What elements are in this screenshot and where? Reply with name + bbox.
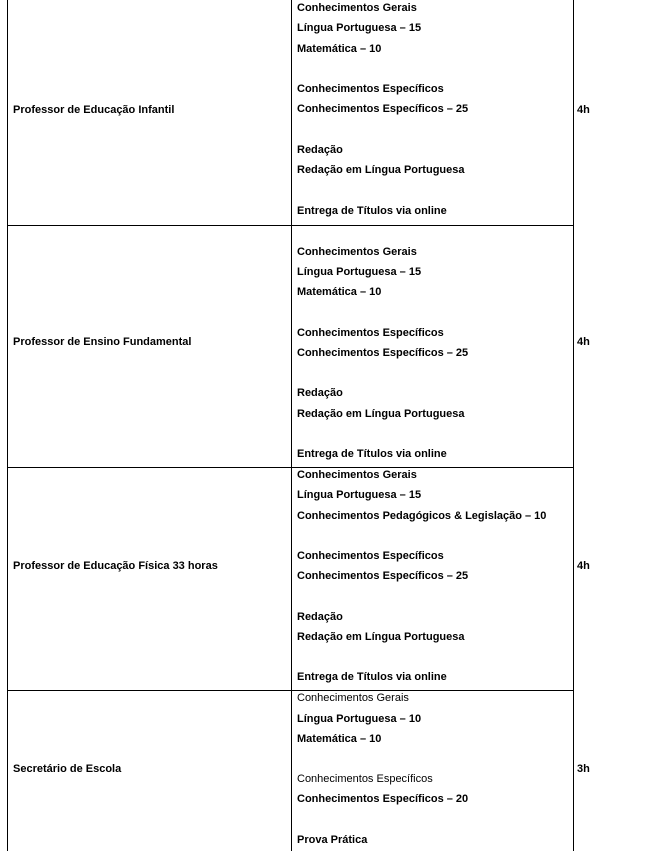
exam-line: Entrega de Títulos via online (297, 205, 447, 217)
row-divider (7, 690, 573, 691)
exam-line: Conhecimentos Gerais (297, 692, 409, 704)
table-border-col3 (573, 0, 574, 851)
exam-line: Conhecimentos Específicos (297, 327, 444, 339)
exam-line: Língua Portuguesa – 15 (297, 489, 422, 501)
exam-line: Matemática – 10 (297, 286, 382, 298)
exam-line: Redação (297, 387, 343, 399)
exam-line: Entrega de Títulos via online (297, 671, 447, 683)
exam-line: Matemática – 10 (297, 733, 382, 745)
exam-line: Redação (297, 144, 343, 156)
exam-line: Conhecimentos Pedagógicos & Legislação – 10 (297, 510, 547, 522)
exam-line: Matemática – 10 (297, 43, 382, 55)
exam-duration: 4h (577, 560, 590, 572)
exam-line: Redação em Língua Portuguesa (297, 408, 465, 420)
exam-line: Conhecimentos Gerais (297, 469, 417, 481)
exam-line: Redação (297, 611, 343, 623)
row-divider (7, 225, 573, 226)
exam-line: Redação em Língua Portuguesa (297, 164, 465, 176)
table-border-left (7, 0, 8, 851)
exam-duration: 4h (577, 104, 590, 116)
exam-line: Conhecimentos Específicos – 25 (297, 103, 469, 115)
table-border-col2 (291, 0, 292, 851)
exam-line: Conhecimentos Específicos – 25 (297, 347, 469, 359)
exam-duration: 3h (577, 763, 590, 775)
exam-line: Entrega de Títulos via online (297, 448, 447, 460)
job-title: Professor de Educação Infantil (13, 104, 175, 116)
exam-duration: 4h (577, 336, 590, 348)
exam-line: Conhecimentos Específicos – 25 (297, 570, 469, 582)
row-divider (7, 467, 573, 468)
exam-line: Língua Portuguesa – 10 (297, 713, 422, 725)
exam-line: Conhecimentos Gerais (297, 2, 417, 14)
job-title: Professor de Ensino Fundamental (13, 336, 192, 348)
job-title: Professor de Educação Física 33 horas (13, 560, 218, 572)
exam-line: Conhecimentos Específicos (297, 773, 433, 785)
exam-line: Conhecimentos Específicos (297, 550, 444, 562)
exam-line: Conhecimentos Específicos – 20 (297, 793, 469, 805)
exam-line: Conhecimentos Específicos (297, 83, 444, 95)
exam-line: Redação em Língua Portuguesa (297, 631, 465, 643)
exam-line: Prova Prática (297, 834, 368, 846)
job-title: Secretário de Escola (13, 763, 122, 775)
exam-line: Língua Portuguesa – 15 (297, 266, 422, 278)
exam-line: Conhecimentos Gerais (297, 246, 417, 258)
exam-line: Língua Portuguesa – 15 (297, 22, 422, 34)
